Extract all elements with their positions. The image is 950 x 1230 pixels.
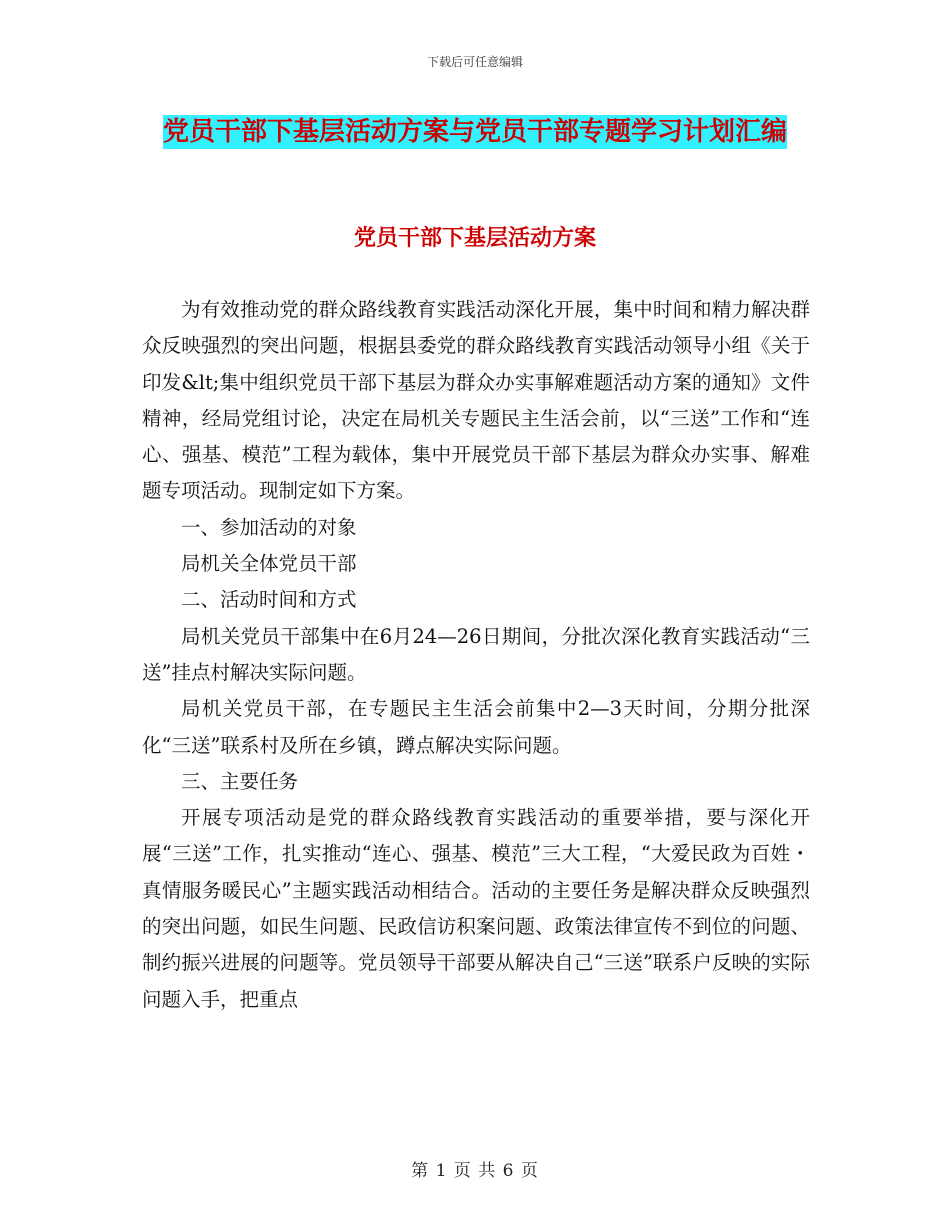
document-body (142, 292, 810, 1018)
document-title-text: 党员干部下基层活动方案与党员干部专题学习计划汇编 (162, 117, 787, 147)
heading-time-method: 二、活动时间和方式 (181, 588, 357, 612)
page-header-note: 下载后可任意编辑 (426, 55, 523, 69)
paragraph-participants: 局机关全体党员干部 (181, 552, 357, 576)
paragraph-time-1: 局机关党员干部集中在6月24—26日期间，分批次深化教育实践活动“三送”挂点村解决实际问题。 (142, 624, 810, 684)
page-number: 第 1 页 共 6 页 (411, 1161, 539, 1181)
paragraph-main-tasks: 开展专项活动是党的群众路线教育实践活动的重要举措，要与深化开展“三送”工作，扎实推动“连心、强基、模范”三大工程，“大爱民政为百姓・真情服务暖民心”主题实践活动相结合。活动的主要任务是解决群众反映强烈的突出问题，如民生问题、民政信访积案问题、政策法律宣传不到位的问题、制约振兴进展的问题等。党员领导干部要从解决自己“三送”联系户反映的实际问题入手，把重点 (142, 806, 810, 1011)
document-title (140, 110, 810, 154)
paragraph-time-2: 局机关党员干部，在专题民主生活会前集中2—3天时间，分期分批深化“三送”联系村及所在乡镇，蹲点解决实际问题。 (142, 697, 810, 757)
section-title: 党员干部下基层活动方案 (353, 226, 596, 251)
heading-main-tasks: 三、主要任务 (181, 769, 299, 793)
paragraph-intro: 为有效推动党的群众路线教育实践活动深化开展，集中时间和精力解决群众反映强烈的突出问题，根据县委党的群众路线教育实践活动领导小组《关于印发&lt;集中组织党员干部下基层为群众办实事解难题活动方案的通知》文件精神，经局党组讨论，决定在局机关专题民主生活会前，以“三送”工作和“连心、强基、模范”工程为载体，集中开展党员干部下基层为群众办实事、解难题专项活动。现制定如下方案。 (142, 298, 810, 503)
heading-participants: 一、参加活动的对象 (181, 515, 357, 539)
